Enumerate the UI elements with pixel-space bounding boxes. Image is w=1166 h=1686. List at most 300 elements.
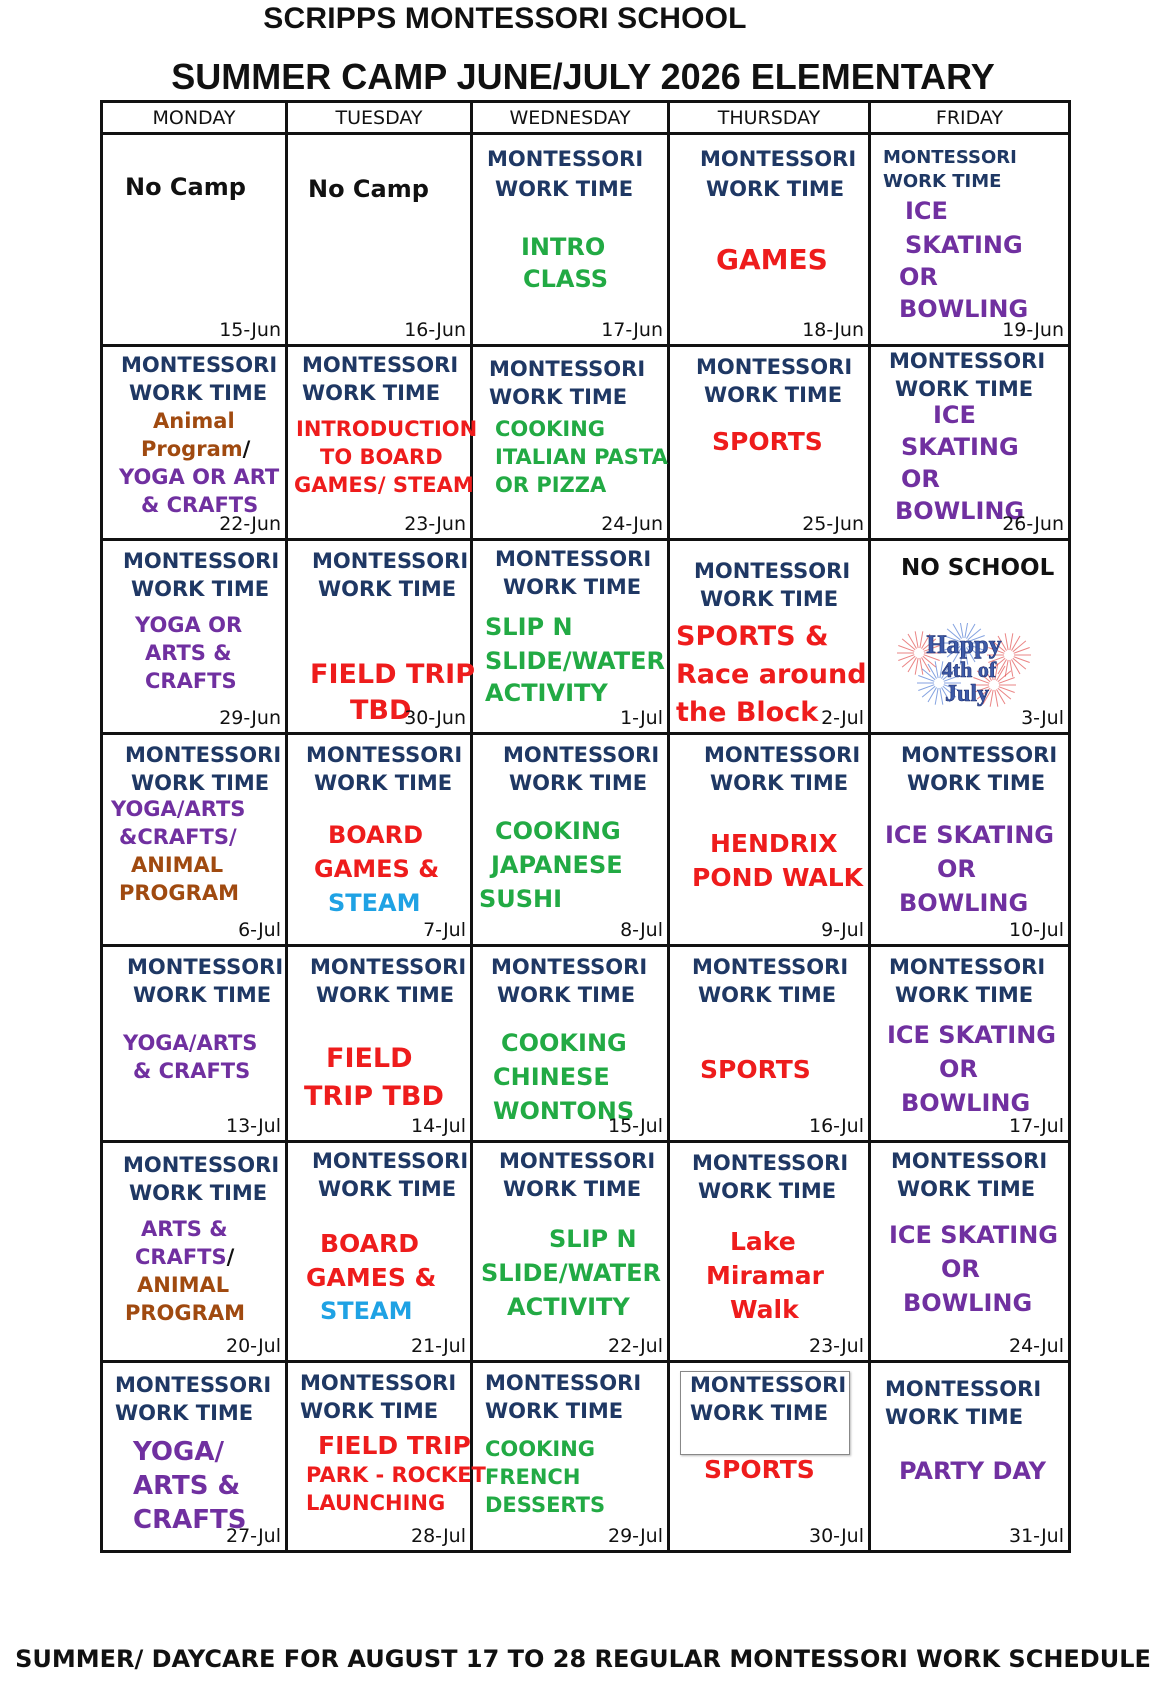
firework-spark — [922, 686, 935, 697]
activity-line — [310, 955, 466, 979]
activity-text: Race around — [676, 659, 867, 690]
week-row — [102, 1142, 1070, 1362]
day-cell-content — [871, 541, 1068, 732]
activity-text: COOKING — [495, 417, 606, 441]
activity-text: YOGA/ — [133, 1437, 224, 1467]
activity-line — [121, 353, 277, 377]
day-cell-content — [103, 1143, 285, 1360]
firework-spark — [1014, 657, 1030, 663]
activity-text: Lake — [730, 1227, 796, 1256]
activity-text: WORK TIME — [706, 177, 845, 201]
day-cell-content — [103, 347, 285, 538]
activity-line — [125, 743, 281, 767]
activity-line — [495, 445, 668, 469]
activity-line — [306, 743, 462, 767]
activity-text: SPORTS — [700, 1055, 811, 1084]
activity-text: WORK TIME — [883, 171, 1002, 192]
day-cell-content — [288, 947, 470, 1140]
activity-text: SKATING — [905, 231, 1023, 259]
firework-spark — [998, 688, 1011, 699]
activity-text: SKATING — [901, 433, 1019, 461]
day-date: 23-Jul — [808, 1335, 864, 1357]
activity-text: BOWLING — [895, 497, 1025, 525]
day-cell-27-jul — [102, 1362, 287, 1552]
activity-text: ACTIVITY — [485, 679, 608, 707]
day-cell-content — [103, 735, 285, 944]
firework-spark — [1013, 641, 1026, 652]
activity-text: SLIDE/WATER — [481, 1259, 661, 1287]
activity-line — [320, 445, 443, 469]
activity-text: ICE SKATING — [885, 821, 1054, 849]
header-tuesday: TUESDAY — [287, 102, 472, 134]
activity-line — [318, 1177, 456, 1201]
activity-text: SUSHI — [479, 885, 563, 913]
activity-line — [901, 743, 1057, 767]
activity-text: MONTESSORI — [123, 549, 280, 573]
activity-line — [704, 743, 860, 767]
activity-text: WORK TIME — [129, 1181, 268, 1205]
activity-text: LAUNCHING — [306, 1491, 446, 1515]
day-date: 21-Jul — [410, 1335, 466, 1357]
day-date: 15-Jun — [219, 319, 281, 341]
day-cell-22-jul — [472, 1142, 669, 1362]
day-date: 25-Jun — [802, 513, 864, 535]
day-cell-31-jul — [870, 1362, 1070, 1552]
day-cell-23-jun — [287, 346, 478, 540]
activity-line — [123, 1153, 279, 1177]
firework-spark — [1012, 636, 1021, 651]
day-date: 19-Jun — [1002, 319, 1064, 341]
activity-line — [310, 659, 475, 690]
activity-text: ARTS & — [145, 641, 232, 665]
day-date: 30-Jun — [404, 707, 466, 729]
activity-line — [115, 1401, 253, 1425]
day-cell-content — [103, 1363, 285, 1550]
day-date: 13-Jul — [225, 1115, 281, 1137]
activity-line — [135, 1245, 234, 1269]
activity-line — [905, 231, 1023, 259]
activity-line — [933, 401, 976, 429]
activity-text: BOWLING — [903, 1289, 1033, 1317]
day-cell-content — [473, 1143, 667, 1360]
activity-text: CRAFTS — [135, 1245, 227, 1269]
activity-text: CLASS — [523, 265, 608, 293]
day-date: 2-Jul — [821, 707, 864, 729]
day-date: 17-Jun — [601, 319, 663, 341]
activity-text: WORK TIME — [907, 771, 1046, 795]
day-cell-content — [103, 947, 285, 1140]
day-cell-20-jul — [102, 1142, 287, 1362]
activity-line — [306, 1463, 486, 1487]
activity-line — [698, 1179, 836, 1203]
activity-text: ANIMAL — [131, 853, 224, 877]
activity-line — [326, 1043, 413, 1074]
activity-text: MONTESSORI — [891, 1149, 1048, 1173]
day-cell-content — [473, 947, 667, 1140]
activity-line — [485, 613, 573, 641]
activity-text: MONTESSORI — [885, 1377, 1042, 1401]
firework-spark — [998, 671, 1011, 682]
activity-text: WORK TIME — [318, 577, 457, 601]
activity-line — [885, 1405, 1023, 1429]
activity-line — [302, 381, 440, 405]
activity-text: MONTESSORI — [503, 743, 660, 767]
activity-line — [704, 1455, 815, 1484]
activity-text: SPORTS — [704, 1455, 815, 1484]
day-date: 16-Jun — [404, 319, 466, 341]
activity-text: WORK TIME — [698, 1179, 837, 1203]
activity-line — [487, 147, 643, 171]
activity-line — [889, 349, 1045, 373]
day-cell-content — [288, 135, 470, 344]
activity-line — [300, 1399, 438, 1423]
activity-line — [712, 427, 823, 456]
day-cell-content — [103, 135, 285, 344]
activity-text: MONTESSORI — [485, 1371, 642, 1395]
activity-line — [891, 1149, 1047, 1173]
activity-text: SPORTS & — [676, 621, 829, 652]
day-cell-21-jul — [287, 1142, 472, 1362]
footer-note: SUMMER/ DAYCARE FOR AUGUST 17 TO 28 REGULAR MONTESSORI WORK SCHEDULE — [15, 1645, 1151, 1673]
activity-line — [294, 473, 474, 497]
activity-line — [698, 983, 836, 1007]
activity-text: CRAFTS — [145, 669, 237, 693]
activity-line — [129, 1181, 267, 1205]
activity-line — [123, 1031, 257, 1055]
activity-line — [495, 817, 621, 845]
slash-separator: / — [242, 437, 251, 461]
day-cell-content — [288, 1363, 486, 1550]
graphic-text: Happy — [926, 630, 1002, 659]
firework-spark — [918, 675, 934, 681]
activity-line — [312, 549, 468, 573]
day-cell-14-jul — [287, 946, 472, 1142]
day-cell-17-jun — [472, 134, 669, 346]
activity-text: MONTESSORI — [115, 1373, 272, 1397]
day-cell-content — [871, 947, 1068, 1140]
firework-spark — [999, 677, 1015, 683]
day-cell-content — [871, 1363, 1068, 1550]
activity-line — [495, 547, 651, 571]
activity-line — [125, 1301, 245, 1325]
activity-text: WORK TIME — [133, 983, 272, 1007]
day-date: 30-Jul — [808, 1525, 864, 1547]
activity-line — [903, 1289, 1032, 1317]
day-date: 18-Jun — [802, 319, 864, 341]
activity-line — [676, 697, 818, 728]
day-date: 14-Jul — [410, 1115, 466, 1137]
day-cell-content — [103, 541, 285, 732]
day-date: 17-Jul — [1008, 1115, 1064, 1137]
activity-line — [153, 409, 235, 433]
activity-text: TRIP TBD — [304, 1081, 444, 1112]
activity-text: CHINESE — [493, 1063, 610, 1091]
activity-text: WORK TIME — [885, 1405, 1024, 1429]
activity-line — [314, 855, 439, 883]
firework-spark — [1005, 633, 1008, 650]
day-cell-29-jun — [102, 540, 287, 734]
activity-text: COOKING — [485, 1437, 596, 1461]
activity-line — [676, 621, 829, 652]
activity-line — [485, 1437, 595, 1461]
activity-text: GAMES & — [306, 1263, 437, 1292]
day-cell-content — [288, 735, 470, 944]
firework-spark — [1014, 647, 1030, 653]
activity-line — [883, 147, 1017, 168]
activity-text: POND WALK — [692, 863, 864, 892]
activity-line — [485, 1371, 641, 1395]
activity-line — [111, 797, 245, 821]
activity-text: BOARD — [320, 1229, 419, 1258]
activity-text: WORK TIME — [485, 1399, 624, 1423]
activity-line — [901, 555, 1054, 581]
day-cell-24-jun — [472, 346, 669, 540]
activity-line — [676, 659, 867, 690]
day-cell-15-jul — [472, 946, 669, 1142]
activity-line — [495, 473, 606, 497]
activity-text: INTRO — [521, 233, 606, 261]
firework-spark — [908, 634, 917, 649]
activity-line — [895, 983, 1033, 1007]
activity-text: ICE SKATING — [887, 1021, 1056, 1049]
firework-spark — [935, 661, 938, 678]
activity-text: TO BOARD — [320, 445, 443, 469]
header-wednesday: WEDNESDAY — [472, 102, 669, 134]
activity-text: CRAFTS — [133, 1505, 247, 1535]
activity-text: OR — [941, 1255, 980, 1283]
activity-line — [499, 1149, 655, 1173]
activity-line — [885, 1377, 1041, 1401]
activity-text: WORK TIME — [704, 383, 843, 407]
firework-spark — [918, 685, 934, 691]
activity-line — [907, 771, 1045, 795]
day-cell-content — [670, 735, 868, 944]
activity-line — [306, 1263, 436, 1292]
activity-text: WORK TIME — [129, 381, 268, 405]
activity-text: YOGA OR — [135, 613, 243, 637]
activity-text: WORK TIME — [690, 1401, 829, 1425]
activity-line — [523, 265, 608, 293]
day-date: 6-Jul — [238, 919, 281, 941]
day-cell-16-jun — [287, 134, 472, 346]
activity-text: INTRODUCTION — [296, 417, 478, 441]
activity-line — [131, 577, 269, 601]
week-row — [102, 1362, 1070, 1552]
activity-text: MONTESSORI — [700, 147, 857, 171]
activity-text: ARTS & — [133, 1471, 241, 1501]
activity-text: MONTESSORI — [696, 355, 853, 379]
day-cell-16-jul — [669, 946, 870, 1142]
activity-line — [706, 1261, 824, 1290]
day-cell-content — [473, 135, 667, 344]
activity-text: FIELD TRIP — [318, 1431, 471, 1460]
activity-text: WORK TIME — [115, 1401, 254, 1425]
activity-line — [899, 1457, 1046, 1485]
activity-text: MONTESSORI — [690, 1373, 847, 1397]
day-cell-24-jul — [870, 1142, 1070, 1362]
day-cell-content — [288, 541, 475, 732]
day-date: 22-Jun — [219, 513, 281, 535]
activity-text: & CRAFTS — [141, 493, 259, 517]
day-date: 1-Jul — [620, 707, 663, 729]
activity-line — [485, 679, 608, 707]
activity-line — [521, 233, 605, 261]
activity-text: WORK TIME — [503, 575, 642, 599]
school-name: SCRIPPS MONTESSORI SCHOOL — [263, 2, 747, 35]
activity-text: FRENCH — [485, 1465, 581, 1489]
header-monday: MONDAY — [102, 102, 287, 134]
firework-spark — [995, 690, 998, 707]
activity-text: WORK TIME — [300, 1399, 439, 1423]
activity-line — [692, 863, 863, 892]
activity-line — [549, 1225, 637, 1253]
activity-text: MONTESSORI — [312, 549, 469, 573]
activity-line — [700, 587, 838, 611]
activity-line — [706, 177, 844, 201]
activity-text: WORK TIME — [895, 983, 1034, 1007]
activity-text: WORK TIME — [131, 577, 270, 601]
activity-text: PROGRAM — [125, 1301, 245, 1325]
day-date: 20-Jul — [225, 1335, 281, 1357]
activity-text: MONTESSORI — [491, 955, 648, 979]
activity-line — [300, 1371, 456, 1395]
day-cell-28-jul — [287, 1362, 486, 1552]
day-cell-8-jul — [472, 734, 669, 946]
activity-text: OR — [939, 1055, 978, 1083]
week-row — [102, 134, 1070, 346]
day-cell-26-jun — [870, 346, 1070, 540]
activity-text: MONTESSORI — [310, 955, 467, 979]
activity-line — [497, 983, 635, 1007]
activity-text: MONTESSORI — [312, 1149, 469, 1173]
activity-line — [489, 357, 645, 381]
activity-text: WORK TIME — [509, 771, 648, 795]
activity-line — [145, 641, 232, 665]
activity-text: GAMES — [716, 243, 828, 276]
day-date: 24-Jul — [1008, 1335, 1064, 1357]
activity-text: WORK TIME — [495, 177, 634, 201]
activity-line — [501, 1029, 627, 1057]
activity-line — [133, 1437, 224, 1467]
activity-line — [125, 173, 246, 201]
week-row — [102, 946, 1070, 1142]
activity-text: MONTESSORI — [302, 353, 459, 377]
activity-text: OR — [899, 263, 938, 291]
activity-line — [899, 889, 1028, 917]
activity-line — [312, 1149, 468, 1173]
activity-line — [481, 1259, 661, 1287]
activity-text: MONTESSORI — [127, 955, 284, 979]
day-date: 16-Jul — [808, 1115, 864, 1137]
activity-text: Walk — [730, 1295, 799, 1324]
activity-text: MONTESSORI — [889, 349, 1046, 373]
day-date: 31-Jul — [1008, 1525, 1064, 1547]
activity-line — [485, 1465, 580, 1489]
activity-line — [700, 1055, 811, 1084]
activity-text: BOWLING — [899, 889, 1029, 917]
activity-line — [316, 983, 454, 1007]
activity-line — [328, 821, 423, 849]
activity-text: COOKING — [495, 817, 621, 845]
activity-text: BOARD — [328, 821, 424, 849]
activity-line — [485, 1493, 605, 1517]
day-cell-content — [288, 1143, 470, 1360]
activity-line — [509, 771, 647, 795]
activity-line — [495, 417, 605, 441]
firework-spark — [898, 645, 914, 651]
day-cell-content — [670, 947, 868, 1140]
activity-text: MONTESSORI — [300, 1371, 457, 1395]
activity-text: Program — [141, 437, 243, 461]
activity-line — [318, 1431, 471, 1460]
day-date: 22-Jul — [607, 1335, 663, 1357]
day-cell-content — [473, 347, 667, 538]
activity-text: FIELD TRIP — [310, 659, 475, 690]
day-cell-6-jul — [102, 734, 287, 946]
activity-text: BOWLING — [901, 1089, 1031, 1117]
day-cell-30-jun — [287, 540, 475, 734]
activity-text: WORK TIME — [710, 771, 849, 795]
activity-line — [905, 197, 948, 225]
day-cell-content — [670, 347, 868, 538]
activity-text: Miramar — [706, 1261, 824, 1290]
activity-text: & CRAFTS — [133, 1059, 251, 1083]
activity-line — [941, 1255, 980, 1283]
activity-line — [495, 177, 633, 201]
activity-text: WORK TIME — [131, 771, 270, 795]
activity-text: MONTESSORI — [123, 1153, 280, 1177]
activity-text: NO SCHOOL — [901, 555, 1055, 581]
day-cell-content — [871, 347, 1068, 538]
activity-line — [131, 853, 223, 877]
activity-line — [503, 1177, 641, 1201]
weekday-header-row — [102, 102, 1070, 134]
activity-text: GAMES/ STEAM — [294, 473, 474, 497]
activity-line — [692, 955, 848, 979]
activity-text: MONTESSORI — [499, 1149, 656, 1173]
firework-spark — [998, 659, 1007, 674]
activity-line — [479, 885, 562, 913]
activity-text: WORK TIME — [316, 983, 455, 1007]
day-date: 9-Jul — [821, 919, 864, 941]
day-cell-29-jul — [472, 1362, 669, 1552]
day-cell-10-jul — [870, 734, 1070, 946]
activity-text: No Camp — [125, 173, 246, 201]
activity-text: the Block — [676, 697, 819, 728]
day-date: 8-Jul — [620, 919, 663, 941]
activity-line — [887, 1021, 1056, 1049]
activity-line — [692, 1151, 848, 1175]
day-cell-9-jul — [669, 734, 870, 946]
activity-text: HENDRIX — [710, 829, 838, 858]
week-row — [102, 540, 1070, 734]
activity-text: STEAM — [320, 1297, 413, 1325]
activity-line — [133, 983, 271, 1007]
activity-line — [696, 355, 852, 379]
activity-text: WORK TIME — [698, 983, 837, 1007]
activity-text: SLIP N — [485, 613, 573, 641]
day-date: 15-Jul — [607, 1115, 663, 1137]
activity-line — [503, 743, 659, 767]
day-cell-23-jul — [669, 1142, 870, 1362]
day-cell-7-jul — [287, 734, 472, 946]
header-thursday: THURSDAY — [669, 102, 870, 134]
activity-text: MONTESSORI — [306, 743, 463, 767]
activity-text: WORK TIME — [318, 1177, 457, 1201]
activity-line — [485, 647, 665, 675]
day-date: 10-Jul — [1008, 919, 1064, 941]
activity-line — [127, 955, 283, 979]
